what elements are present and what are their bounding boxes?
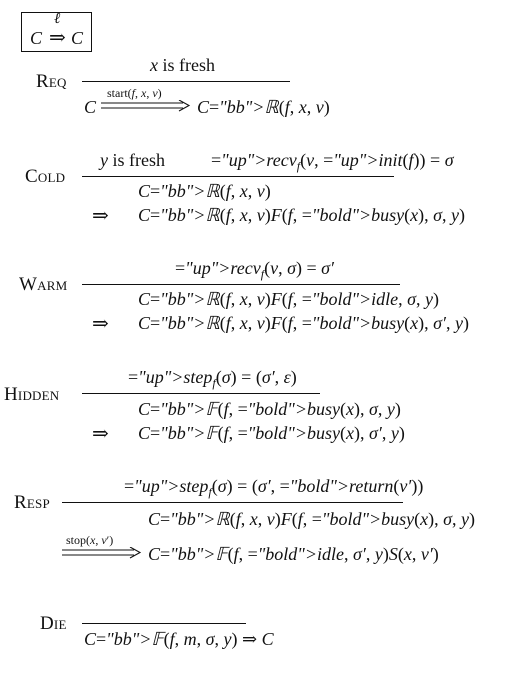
warm-premise: ="up">recv$_f$(v, σ) = σ′	[175, 258, 334, 281]
hidden-premise: ="up">step$_f$(σ) = (σ′, ε)	[128, 367, 297, 390]
cold-premise-1-var: y	[100, 150, 108, 170]
rule-name-hidden: Hidden	[4, 384, 60, 405]
header-c-right: C	[71, 28, 84, 48]
cold-conclusion-1: C="bb">ℝ(f, x, v)	[138, 181, 271, 201]
hidden-rule-line	[82, 393, 320, 394]
req-conclusion-left: C	[84, 97, 97, 117]
resp-conclusion-1: C="bb">ℝ(f, x, v)F(f, ="bold">busy(x), σ, y)	[148, 509, 476, 529]
hidden-arrow: ⇒	[92, 423, 109, 445]
header-c-left: C	[30, 28, 43, 48]
resp-rule-line	[62, 502, 403, 503]
req-long-double-arrow	[101, 100, 191, 112]
hidden-conclusion-2: C="bb">𝔽(f, ="bold">busy(x), σ′, y)	[138, 423, 405, 443]
req-premise-text: is fresh	[162, 55, 215, 75]
rule-name-resp: Resp	[14, 492, 50, 513]
warm-rule-line	[82, 284, 400, 285]
resp-long-double-arrow	[62, 547, 142, 559]
req-conclusion-right: C="bb">ℝ(f, x, v)	[197, 97, 330, 117]
resp-arrow-label: stop(x, v′)	[66, 533, 114, 547]
rule-name-die: Die	[40, 613, 67, 634]
cold-arrow: ⇒	[92, 205, 109, 227]
cold-premise-2: ="up">recv$_f$(v, ="up">init(f)) = σ	[211, 150, 454, 173]
warm-conclusion-1: C="bb">ℝ(f, x, v)F(f, ="bold">idle, σ, y)	[138, 289, 440, 309]
resp-premise: ="up">step$_f$(σ) = (σ′, ="bold">return(v′))	[124, 476, 424, 499]
req-arrow-label: start(f, x, v)	[107, 86, 162, 100]
resp-conclusion-2: C="bb">𝔽(f, ="bold">idle, σ′, y)S(x, v′)	[148, 544, 439, 564]
die-conclusion: C="bb">𝔽(f, m, σ, y) ⇒ C	[84, 629, 274, 649]
warm-conclusion-2: C="bb">ℝ(f, x, v)F(f, ="bold">busy(x), σ′, y)	[138, 313, 469, 333]
req-rule-line	[82, 81, 290, 82]
cold-rule-line	[82, 176, 394, 177]
req-premise	[150, 56, 215, 74]
rule-name-warm: Warm	[19, 274, 68, 295]
hidden-conclusion-1: C="bb">𝔽(f, ="bold">busy(x), σ, y)	[138, 399, 401, 419]
judgement-box	[21, 12, 92, 52]
cold-premise-1	[100, 151, 165, 169]
cold-conclusion-2: C="bb">ℝ(f, x, v)F(f, ="bold">busy(x), σ, y)	[138, 205, 466, 225]
die-rule-line	[82, 623, 246, 624]
rule-name-req: Req	[36, 71, 67, 92]
header-ell: ℓ	[54, 11, 61, 27]
req-premise-var: x	[150, 55, 158, 75]
warm-arrow: ⇒	[92, 313, 109, 335]
rule-name-cold: Cold	[25, 166, 66, 187]
cold-premise-1-text: is fresh	[112, 150, 165, 170]
header-double-arrow: ⇒	[49, 27, 66, 49]
